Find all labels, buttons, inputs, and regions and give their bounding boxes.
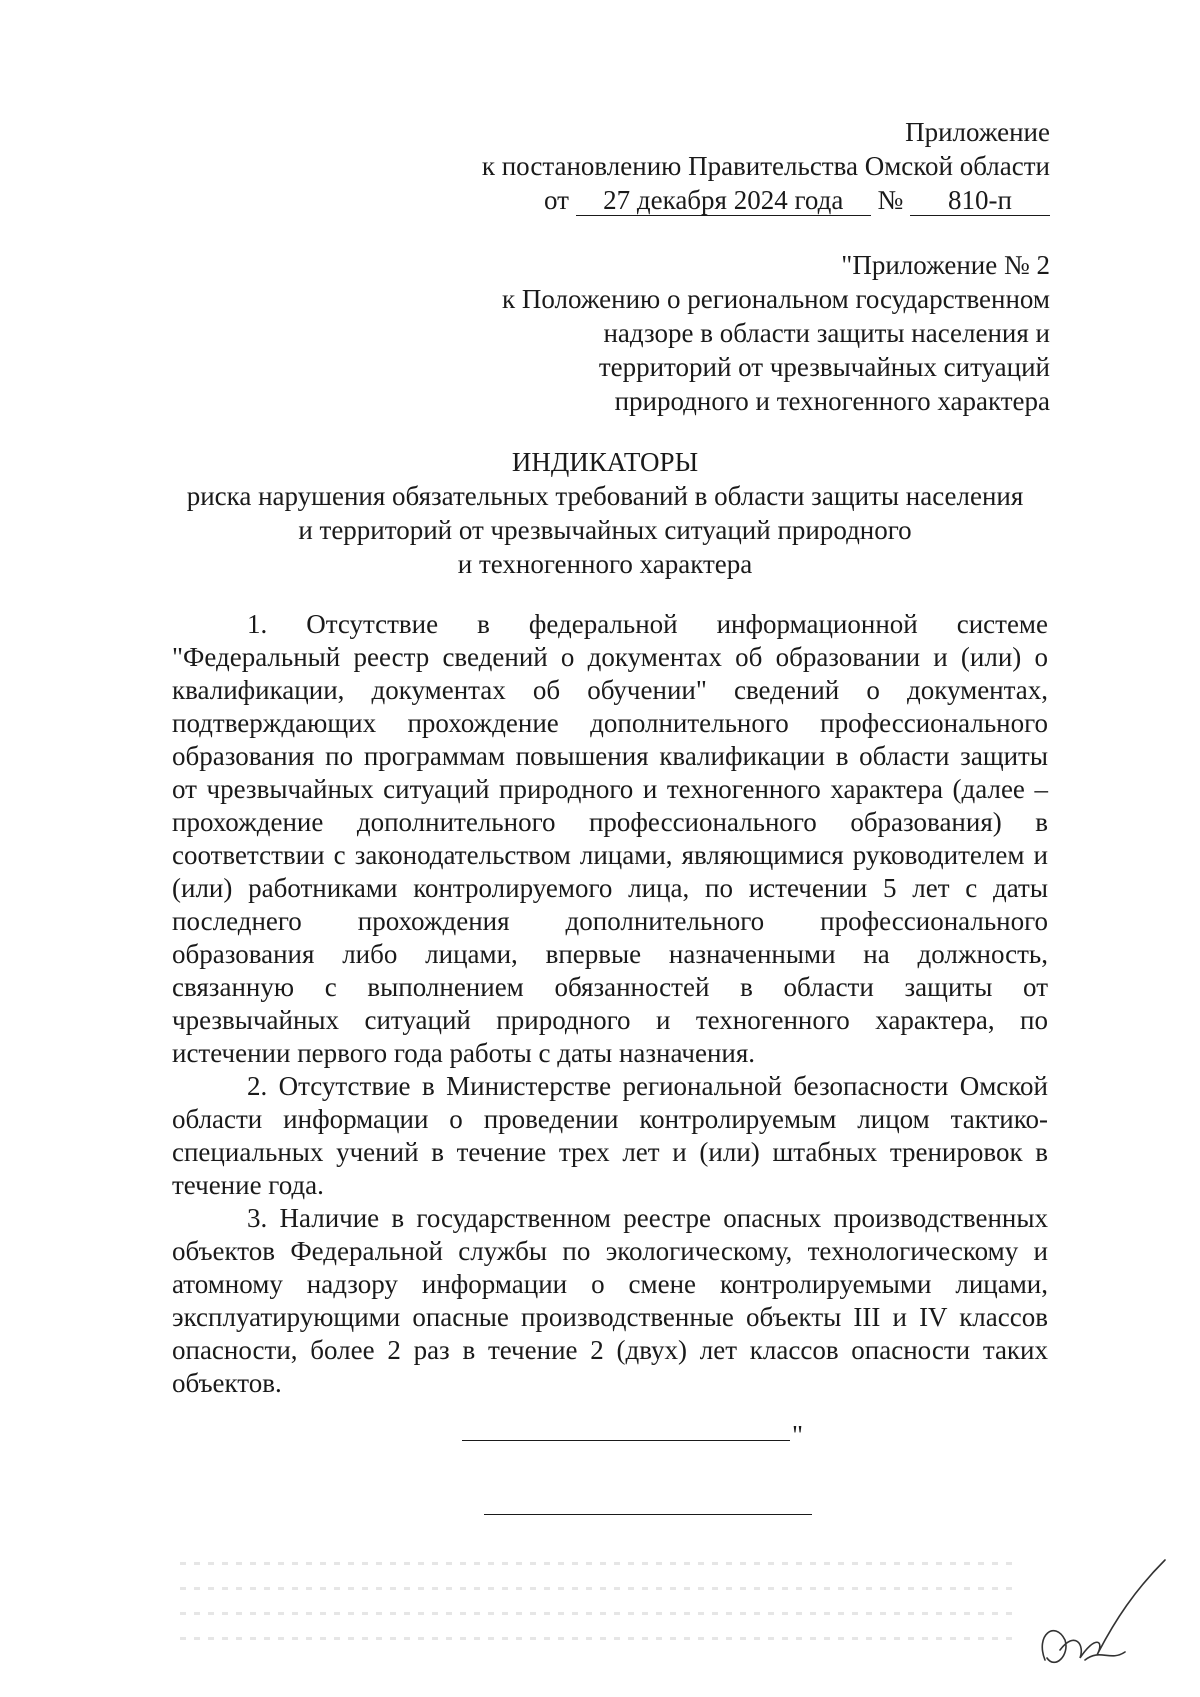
document-header	[482, 115, 1050, 217]
title-subline-2: и территорий от чрезвычайных ситуаций природного	[298, 515, 912, 545]
appendix-line-5: природного и техногенного характера	[614, 386, 1050, 416]
document-body	[172, 608, 1048, 1400]
number-field: 810-п	[910, 185, 1050, 216]
appendix-line-4: территорий от чрезвычайных ситуаций	[598, 352, 1050, 382]
document-title	[160, 445, 1050, 581]
title-subline-1: риска нарушения обязательных требований в области защиты населения	[186, 481, 1024, 511]
appendix-line-3: надзоре в области защиты населения и	[603, 318, 1050, 348]
date-prefix: от	[544, 185, 569, 215]
closing-rule-1	[462, 1440, 790, 1441]
appendix-reference	[502, 248, 1050, 418]
header-date-number-line	[482, 183, 1050, 217]
paragraph-2: 2. Отсутствие в Министерстве региональной безопасности Омской области информации о проведении контролируемым лицом тактико-специальных учений в течение трех лет и (или) штабных тренировок в течение года.	[172, 1071, 1048, 1200]
header-resolution-ref: к постановлению Правительства Омской области	[481, 151, 1050, 181]
number-sign: №	[877, 185, 904, 215]
faint-stamp-impression	[180, 1540, 1020, 1690]
paragraph-1: 1. Отсутствие в федеральной информационной системе "Федеральный реестр сведений о документах об образовании и (или) о квалификации, документах об обучении" сведений о документах, подтверждающих прохождение дополнительного профессионального образования по программам повышения квалификации в области защиты от чрезвычайных ситуаций природного и техногенного характера (далее – прохождение дополнительного профессионального образования) в соответствии с законодательством лицами, являющимися руководителем и (или) работниками контролируемого лица, по истечении 5 лет с даты последнего прохождения дополнительного профессионального образования либо лицами, впервые назначенными на должность, связанную с выполнением обязанностей в области защиты от чрезвычайных ситуаций природного и техногенного характера, по истечении первого года работы с даты назначения.	[172, 609, 1048, 1068]
title-heading: ИНДИКАТОРЫ	[511, 447, 699, 477]
header-appendix-label: Приложение	[905, 117, 1050, 147]
date-field: 27 декабря 2024 года	[576, 185, 871, 216]
appendix-line-1: "Приложение № 2	[841, 250, 1050, 280]
title-subline-3: и техногенного характера	[457, 549, 753, 579]
closing-quote: "	[792, 1420, 804, 1450]
paragraph-3: 3. Наличие в государственном реестре опасных производственных объектов Федеральной службы по экологическому, технологическому и атомному надзору информации о смене контролируемыми лицами, эксплуатирующими опасные производственные объекты III и IV классов опасности, более 2 раз в течение 2 (двух) лет классов опасности таких объектов.	[172, 1203, 1048, 1398]
appendix-line-2: к Положению о региональном государственном	[502, 284, 1050, 314]
closing-rule-2	[484, 1514, 812, 1515]
signature-icon	[1025, 1540, 1175, 1690]
